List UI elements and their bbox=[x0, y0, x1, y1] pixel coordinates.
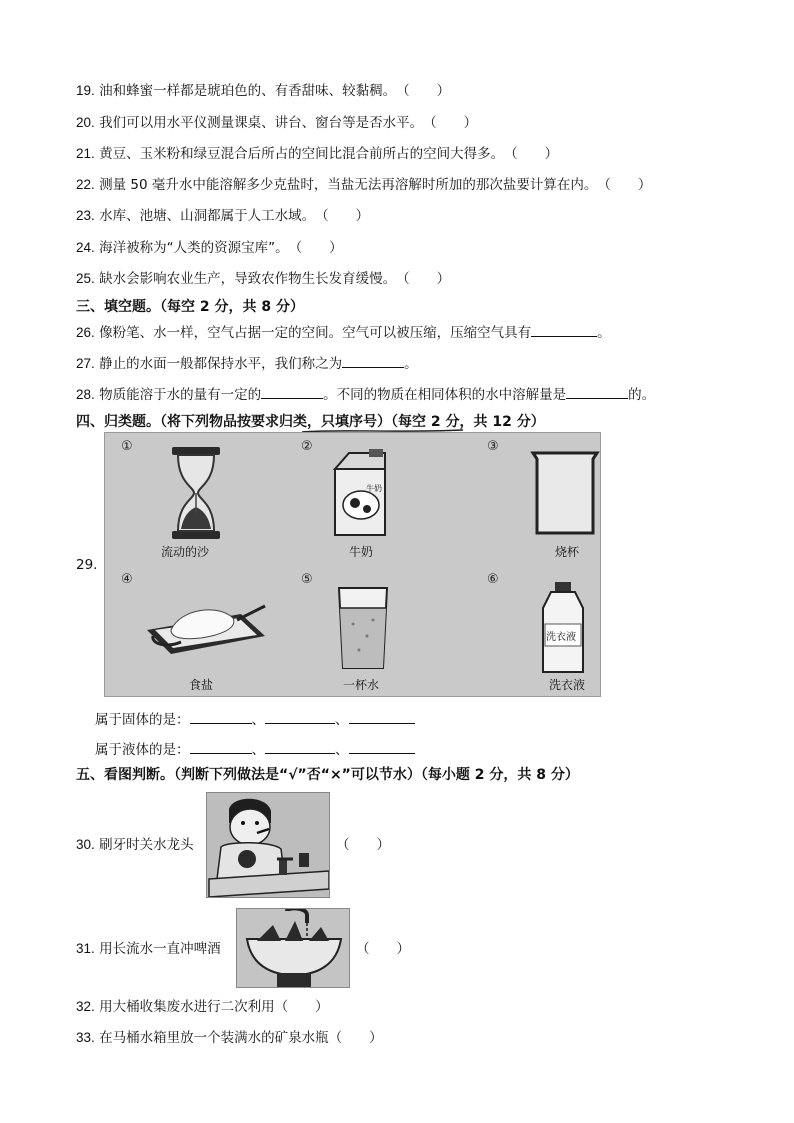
solid-answer-row bbox=[95, 708, 415, 728]
question-32 bbox=[76, 998, 329, 1016]
question-text: 黄豆、玉米粉和绿豆混合后所占的空间比混合前所占的空间大得多。 bbox=[99, 146, 505, 162]
photo-brushing-teeth bbox=[206, 792, 330, 898]
question-number: 27. bbox=[76, 356, 95, 371]
solid-label: 属于固体的是： bbox=[95, 712, 190, 728]
question-number: 21. bbox=[76, 146, 95, 161]
question-text: 静止的水面一般都保持水平，我们称之为 bbox=[99, 356, 343, 372]
question-text: 水库、池塘、山洞都属于人工水域。 bbox=[99, 208, 316, 224]
answer-blank[interactable] bbox=[190, 739, 252, 754]
question-24 bbox=[76, 239, 343, 257]
item-label: 烧杯 bbox=[554, 545, 579, 559]
question-text-mid: 。不同的物质在相同体积的水中溶解量是 bbox=[323, 387, 567, 403]
question-number: 32. bbox=[76, 999, 95, 1014]
item-label: 一杯水 bbox=[342, 678, 379, 692]
answer-blank[interactable] bbox=[265, 739, 335, 754]
item-mark: ① bbox=[121, 439, 133, 454]
item-beaker bbox=[439, 433, 599, 563]
item-label: 食盐 bbox=[188, 678, 213, 692]
question-28 bbox=[76, 384, 655, 404]
question-number: 25. bbox=[76, 271, 95, 286]
separator: 、 bbox=[335, 712, 349, 728]
question-30-answer[interactable]: （ ） bbox=[336, 837, 390, 853]
question-text: 用大桶收集废水进行二次利用 bbox=[99, 999, 275, 1015]
answer-blank[interactable] bbox=[265, 709, 335, 724]
question-text-end: 。 bbox=[404, 356, 418, 372]
question-31 bbox=[76, 940, 221, 958]
item-milk bbox=[275, 433, 435, 563]
separator: 、 bbox=[335, 742, 349, 758]
question-text: 测量 50 毫升水中能溶解多少克盐时，当盐无法再溶解时所加的那次盐要计算在内。 bbox=[99, 177, 598, 193]
item-mark: ⑥ bbox=[487, 572, 499, 587]
question-text: 海洋被称为“人类的资源宝库”。 bbox=[99, 240, 289, 256]
classification-image-panel bbox=[104, 432, 601, 697]
question-text: 油和蜂蜜一样都是琥珀色的、有香甜味、较黏稠。 bbox=[99, 83, 397, 99]
running-water-illustration bbox=[237, 909, 350, 988]
hourglass-icon bbox=[166, 443, 226, 543]
milk-carton-icon bbox=[325, 447, 395, 539]
question-number: 22. bbox=[76, 177, 95, 192]
question-text: 在马桶水箱里放一个装满水的矿泉水瓶 bbox=[99, 1030, 329, 1046]
item-hourglass bbox=[111, 433, 271, 563]
answer-blank[interactable] bbox=[261, 384, 323, 399]
answer-blank[interactable] bbox=[190, 709, 252, 724]
answer-parentheses[interactable]: （ ） bbox=[274, 999, 329, 1015]
question-number: 20. bbox=[76, 115, 95, 130]
answer-blank[interactable] bbox=[531, 322, 597, 337]
milk-box-text: 牛奶 bbox=[366, 484, 382, 493]
question-26 bbox=[76, 322, 611, 342]
answer-blank[interactable] bbox=[566, 384, 628, 399]
question-29-number: 29. bbox=[76, 557, 98, 573]
item-label: 流动的沙 bbox=[160, 545, 209, 559]
question-text: 刷牙时关水龙头 bbox=[99, 837, 194, 853]
item-label: 洗衣液 bbox=[548, 678, 585, 692]
question-text: 我们可以用水平仪测量课桌、讲台、窗台等是否水平。 bbox=[99, 115, 424, 131]
answer-parentheses[interactable]: （ ） bbox=[288, 240, 343, 256]
separator: 、 bbox=[251, 742, 265, 758]
answer-parentheses[interactable]: （ ） bbox=[396, 271, 451, 287]
question-19 bbox=[76, 82, 450, 100]
item-mark: ③ bbox=[487, 439, 499, 454]
answer-parentheses[interactable]: （ ） bbox=[328, 1030, 383, 1046]
question-number: 30. bbox=[76, 837, 95, 852]
separator: 、 bbox=[251, 712, 265, 728]
question-33 bbox=[76, 1029, 383, 1047]
answer-blank[interactable] bbox=[342, 353, 404, 368]
item-mark: ⑤ bbox=[301, 572, 313, 587]
question-number: 24. bbox=[76, 240, 95, 255]
item-label: 牛奶 bbox=[348, 545, 373, 559]
question-number: 23. bbox=[76, 208, 95, 223]
question-number: 31. bbox=[76, 941, 95, 956]
question-text: 像粉笔、水一样，空气占据一定的空间。空气可以被压缩，压缩空气具有 bbox=[99, 325, 532, 341]
item-detergent bbox=[439, 566, 599, 696]
question-text: 缺水会影响农业生产，导致农作物生长发育缓慢。 bbox=[99, 271, 397, 287]
liquid-label: 属于液体的是： bbox=[95, 742, 190, 758]
bottle-text: 洗衣液 bbox=[546, 632, 576, 643]
question-text-end: 的。 bbox=[628, 387, 656, 403]
water-glass-icon bbox=[333, 584, 393, 672]
answer-parentheses[interactable]: （ ） bbox=[396, 83, 451, 99]
question-text-end: 。 bbox=[597, 325, 611, 341]
question-text: 物质能溶于水的量有一定的 bbox=[99, 387, 262, 403]
answer-parentheses[interactable]: （ ） bbox=[597, 177, 652, 193]
section-title-fill: 三、填空题。（每空 2 分，共 8 分） bbox=[76, 299, 304, 315]
item-mark: ④ bbox=[121, 572, 133, 587]
question-text: 用长流水一直冲啤酒 bbox=[99, 941, 221, 957]
question-number: 28. bbox=[76, 387, 95, 402]
answer-blank[interactable] bbox=[349, 709, 415, 724]
question-21 bbox=[76, 145, 558, 163]
item-mark: ② bbox=[301, 439, 313, 454]
item-salt bbox=[111, 566, 271, 696]
question-25 bbox=[76, 270, 450, 288]
question-number: 19. bbox=[76, 83, 95, 98]
question-22 bbox=[76, 176, 651, 194]
beaker-icon bbox=[527, 447, 603, 539]
answer-parentheses[interactable]: （ ） bbox=[315, 208, 370, 224]
question-27 bbox=[76, 353, 418, 373]
item-water bbox=[275, 566, 435, 696]
brushing-teeth-illustration bbox=[207, 793, 330, 898]
answer-parentheses[interactable]: （ ） bbox=[504, 146, 559, 162]
liquid-answer-row bbox=[95, 738, 415, 758]
question-number: 33. bbox=[76, 1030, 95, 1045]
question-23 bbox=[76, 207, 369, 225]
section-title-picture-judge: 五、看图判断。（判断下列做法是“√”否“×”可以节水）（每小题 2 分，共 8 分） bbox=[76, 767, 579, 783]
question-number: 26. bbox=[76, 325, 95, 340]
question-30 bbox=[76, 836, 194, 854]
question-31-answer[interactable]: （ ） bbox=[356, 941, 410, 957]
section-title-classify: 四、归类题。（将下列物品按要求归类，只填序号）（每空 2 分，共 12 分） bbox=[76, 414, 545, 430]
photo-running-water bbox=[236, 908, 350, 988]
answer-blank[interactable] bbox=[349, 739, 415, 754]
answer-parentheses[interactable]: （ ） bbox=[423, 115, 478, 131]
question-20 bbox=[76, 114, 477, 132]
salt-plate-icon bbox=[141, 590, 271, 670]
